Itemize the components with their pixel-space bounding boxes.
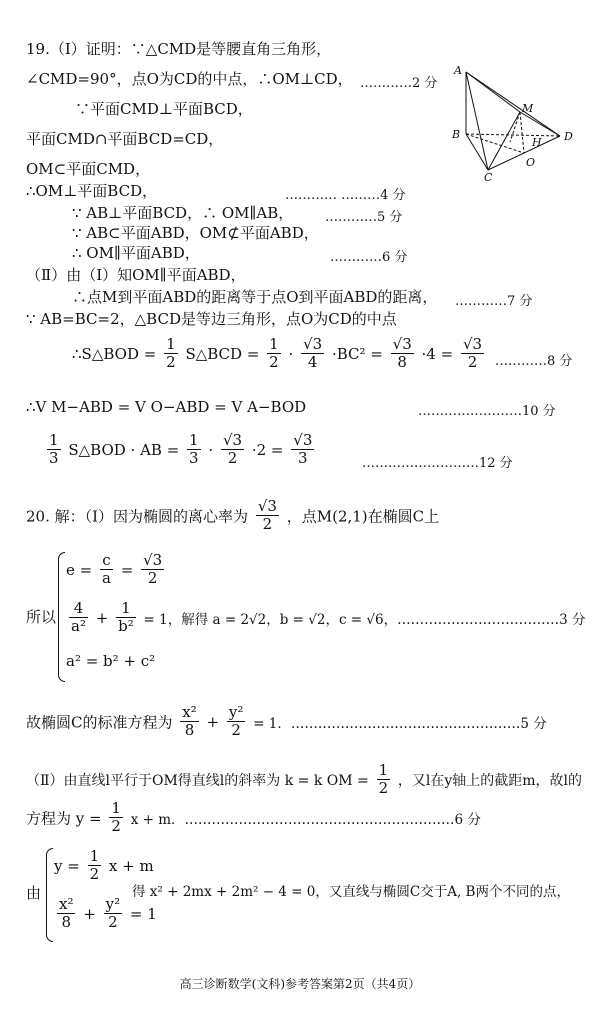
eq-term: x + m	[108, 856, 154, 875]
eq-term: =	[120, 560, 134, 579]
q20-line-2	[26, 704, 547, 740]
score-10: ……………………10 分	[418, 404, 556, 419]
q19-line-11: ∴点M到平面ABD的距离等于点O到平面ABD的距离，	[72, 288, 438, 306]
eq-term: e =	[66, 560, 93, 579]
system-1-brace	[58, 552, 65, 682]
area-equation	[72, 336, 487, 372]
label-b: B	[452, 128, 461, 141]
q20-text: = 1．……………………………………………5 分	[253, 715, 547, 732]
q19-line-4: 平面CMD∩平面BCD=CD，	[26, 130, 224, 148]
fraction: $\frac{1}{2}$	[269, 335, 279, 372]
q19-line-1: 19.（Ⅰ）证明：∵△CMD是等腰直角三角形，	[26, 40, 332, 58]
label-c: C	[484, 171, 493, 182]
q20-text: ，点M(2,1)在椭圆C上	[286, 507, 440, 526]
fraction: $\frac{\text{x²}}{8}$	[182, 703, 197, 740]
q19-line-5: OM⊂平面CMD，	[26, 160, 151, 178]
q20-text: x + m．……………………………………………………6 分	[130, 811, 481, 828]
page-footer: 高三诊断数学(文科)参考答案第2页（共4页）	[179, 977, 421, 991]
system-1-row-1	[66, 552, 167, 588]
label-d: D	[564, 130, 573, 143]
q19-line-9: ∴ OM∥平面ABD，	[72, 244, 200, 262]
area-term: ·4 =	[421, 344, 454, 363]
fraction: $\frac{\text{y²}}{2}$	[228, 703, 244, 740]
volume-term: ·2 =	[251, 440, 284, 459]
eq-term: +	[83, 904, 96, 923]
label-a: A	[454, 64, 462, 77]
edge-md	[520, 112, 560, 136]
fraction: $\frac{√3}{2}$	[462, 335, 483, 372]
fraction: $\frac{√3}{4}$	[303, 335, 323, 372]
area-lhs: ∴S△BOD =	[72, 344, 157, 363]
label-o: O	[526, 156, 536, 169]
fraction: $\frac{1}{3}$	[189, 431, 199, 468]
q20-line-4	[26, 800, 481, 836]
area-term: ·BC² =	[331, 344, 383, 363]
system-2-suffix: 得 x² + 2mx + 2m² − 4 = 0，又直线与椭圆C交于A, B两个不同的点，	[132, 884, 570, 900]
system-1-row-2	[66, 600, 585, 636]
score-8: …………8 分	[495, 354, 573, 369]
q19-line-8: ∵ AB⊂平面ABD，OM⊄平面ABD，	[72, 224, 319, 242]
eq-term: +	[95, 608, 109, 627]
edge-bo	[466, 134, 524, 153]
edge-ac	[466, 72, 488, 170]
eq-term: = 1	[129, 904, 157, 923]
label-h: H	[532, 136, 542, 149]
score-4: ………… ………4 分	[285, 188, 406, 203]
q20-line-1	[26, 498, 439, 534]
area-term: ·	[288, 344, 294, 363]
q20-text: 20. 解：（Ⅰ）因为椭圆的离心率为	[26, 507, 249, 526]
edge-mo	[520, 112, 524, 153]
eq-term: y =	[54, 856, 80, 875]
fraction: $\frac{c}{a}$	[102, 551, 111, 588]
fraction: $\frac{1}{2}$	[378, 761, 389, 798]
q20-text: +	[206, 712, 220, 731]
q19-line-6: ∴OM⊥平面BCD，	[26, 182, 158, 200]
score-5: …………5 分	[325, 210, 403, 225]
q20-text: 方程为 y =	[26, 809, 102, 828]
fraction: $\frac{1}{2}$	[111, 799, 121, 836]
fraction: $\frac{√3}{2}$	[143, 551, 163, 588]
fraction: $\frac{√3}{8}$	[392, 335, 412, 372]
fraction: $\frac{1}{2}$	[166, 335, 176, 372]
fraction: $\frac{\text{x²}}{8}$	[59, 895, 74, 932]
q19-line-12: ∵ AB=BC=2，△BCD是等边三角形，点O为CD的中点	[26, 310, 397, 328]
fraction: $\frac{√3}{2}$	[222, 431, 243, 468]
system-2-brace	[46, 848, 53, 942]
score-6: …………6 分	[330, 250, 408, 265]
system-1-prefix: 所以	[26, 608, 57, 626]
q20-text: 故椭圆C的标准方程为	[26, 713, 173, 732]
q19-line-2: ∠CMD=90°，点O为CD的中点，∴OM⊥CD，	[26, 70, 353, 88]
score-7: …………7 分	[455, 294, 533, 309]
system-2-prefix: 由	[26, 884, 42, 902]
area-term: S△BCD =	[185, 344, 260, 363]
q20-text: （Ⅱ）由直线l平行于OM得直线l的斜率为 k = k OM =	[26, 772, 369, 789]
fraction: $\frac{1}{3}$	[49, 431, 59, 468]
score-12: ………………………12 分	[362, 456, 513, 471]
volume-equation	[44, 432, 317, 468]
q19-line-7: ∵ AB⊥平面BCD，∴ OM∥AB，	[72, 204, 294, 222]
fraction: $\frac{\text{y²}}{2}$	[105, 895, 121, 932]
q20-text: ，又l在y轴上的截距m，故l的	[397, 772, 583, 789]
system-2-row-2	[54, 896, 157, 932]
edge-cm	[488, 112, 520, 170]
fraction: $\frac{√3}{3}$	[293, 431, 313, 468]
edge-ad	[466, 72, 560, 136]
fraction: $\frac{4}{\text{a²}}$	[71, 599, 86, 636]
q19-line-10: （Ⅱ）由（Ⅰ）知OM∥平面ABD，	[26, 266, 246, 284]
volume-term: ·	[208, 440, 214, 459]
eq-term: = 1，解得 a = 2√2，b = √2，c = √6，………………………………3 分	[143, 611, 586, 628]
q19-line-3: ∵平面CMD⊥平面BCD，	[75, 100, 253, 118]
volume-line: ∴V M−ABD = V O−ABD = V A−BOD	[26, 398, 307, 416]
fraction: $\frac{1}{2}$	[89, 847, 100, 884]
volume-term: S△BOD · AB =	[68, 440, 180, 459]
system-1-row-3: a² = b² + c²	[66, 652, 156, 670]
fraction: $\frac{1}{\text{b²}}$	[118, 599, 134, 636]
tetrahedron-figure	[448, 62, 578, 182]
score-2: …………2 分	[360, 76, 438, 91]
q20-line-3	[26, 762, 582, 798]
edge-bc	[466, 134, 488, 170]
system-2-row-1	[54, 848, 154, 884]
fraction: $\frac{√3}{2}$	[257, 497, 277, 534]
label-m: M	[522, 102, 534, 115]
